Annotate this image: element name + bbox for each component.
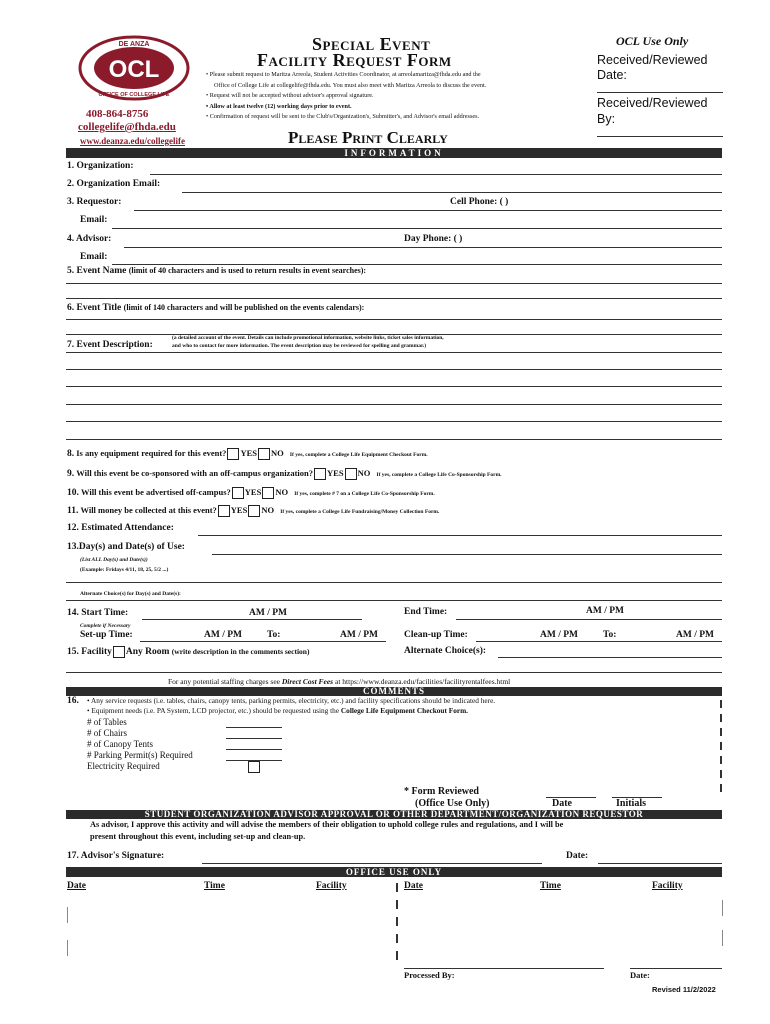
item-canopy: # of Canopy Tents [87, 739, 153, 749]
question-8-yes-label: YES [240, 448, 257, 458]
contact-email[interactable]: collegelife@fhda.edu [78, 121, 176, 133]
field-16-label: 16. [67, 696, 79, 706]
office-col-facility-1: Facility [316, 881, 347, 891]
setup-time-input[interactable] [140, 641, 386, 642]
setup-ampm-1: AM / PM [204, 630, 242, 640]
staffing-note [168, 677, 510, 686]
staffing-link[interactable]: Direct Cost Fees [281, 677, 334, 686]
question-9-no-checkbox[interactable] [345, 468, 357, 480]
processed-date-input[interactable] [630, 968, 722, 969]
section-comments: COMMENTS [66, 687, 722, 696]
question-10-num: 10. [67, 488, 79, 498]
field-event-name-title: 5. Event Name [67, 266, 127, 276]
chairs-input[interactable] [226, 738, 282, 739]
question-8-yes-checkbox[interactable] [227, 448, 239, 460]
ocl-date: Date: [597, 68, 627, 82]
question-9-no-label: NO [357, 468, 371, 478]
start-time-label: 14. Start Time: [67, 608, 129, 618]
question-9-num: 9. [67, 469, 75, 479]
field-event-description-note-1: (a detailed account of the event. Details can include promotional information, website links, ticket sales information, [172, 335, 444, 341]
office-col-time-1: Time [204, 881, 225, 891]
question-8-note: If yes, complete a College Life Equipment Checkout Form. [289, 452, 428, 458]
alt-choice-input[interactable] [498, 657, 722, 658]
canopy-input[interactable] [226, 749, 282, 750]
field-advisor-input[interactable] [124, 247, 722, 248]
question-10-text: Will this event be advertised off-campus? [81, 487, 231, 497]
cleanup-time-input[interactable] [476, 641, 722, 642]
setup-to: To: [267, 630, 281, 640]
field-dates-note-2: (Example: Fridays 4/11, 18, 25, 5/2 ...) [80, 567, 169, 573]
field-cell-phone-label: Cell Phone: ( ) [450, 197, 509, 207]
items-list [87, 717, 193, 772]
question-10-no-checkbox[interactable] [262, 487, 274, 499]
start-time-input[interactable] [142, 619, 362, 620]
office-col-facility-2: Facility [652, 881, 683, 891]
question-11-yes-checkbox[interactable] [218, 505, 230, 517]
field-org-email-label: 2. Organization Email: [67, 179, 161, 189]
question-8-no-checkbox[interactable] [258, 448, 270, 460]
question-8 [67, 448, 428, 460]
instruction-4: • Allow at least twelve (12) working days prior to event. [206, 102, 352, 110]
staffing-url: at https://www.deanza.edu/facilities/facilityrentalfees.html [333, 677, 511, 686]
office-col-date-1: Date [67, 881, 86, 891]
question-10-no-label: NO [275, 487, 289, 497]
field-attendance-label: 12. Estimated Attendance: [67, 523, 174, 533]
ocl-logo [78, 35, 190, 101]
field-org-email-input[interactable] [182, 192, 722, 193]
facility-label: 15. Facility [67, 647, 112, 658]
section-office: OFFICE USE ONLY [66, 867, 722, 877]
any-room-note: (write description in the comments section) [171, 647, 310, 657]
field-event-title-label [67, 303, 364, 313]
office-use-only-note: (Office Use Only) [415, 798, 490, 809]
question-10-yes-checkbox[interactable] [232, 487, 244, 499]
comments-note-2 [87, 706, 468, 715]
any-room-label: Any Room [125, 647, 170, 658]
advisor-signature-input[interactable] [202, 863, 542, 864]
ocl-by: By: [597, 112, 616, 126]
field-organization-input[interactable] [150, 174, 722, 175]
question-11-note: If yes, complete a College Life Fundraising/Money Collection Form. [280, 509, 440, 515]
electricity-checkbox[interactable] [248, 761, 260, 773]
processed-date-label: Date: [630, 970, 650, 980]
advisor-date-label: Date: [566, 851, 589, 861]
item-electricity: Electricity Required [87, 761, 160, 771]
question-11-yes-label: YES [230, 505, 248, 515]
comments-right-border [720, 700, 722, 792]
field-dates-label: 13.Day(s) and Date(s) of Use: [67, 542, 185, 552]
question-8-num: 8. [67, 449, 75, 459]
comments-note-2-bold: College Life Equipment Checkout Form. [340, 706, 468, 715]
question-10 [67, 487, 435, 499]
revised-date: Revised 11/2/2022 [652, 985, 716, 994]
complete-if-necessary: Complete if Necessary [80, 623, 131, 629]
start-time-ampm: AM / PM [249, 608, 287, 618]
reviewed-date-label: Date [552, 798, 572, 809]
field-advisor-email-input[interactable] [112, 264, 722, 265]
instruction-5: • Confirmation of request will be sent to the Club's/Organization's, Submitter's, and Advisor's email addresses. [206, 113, 480, 120]
field-event-title-note: (limit of 140 characters and will be published on the events calendars): [123, 303, 365, 312]
question-11-no-checkbox[interactable] [248, 505, 260, 517]
tables-input[interactable] [226, 727, 282, 728]
title-line1: Special Event [312, 34, 431, 54]
field-event-name-note: (limit of 40 characters and is used to return results in event searches): [128, 266, 367, 275]
end-time-input[interactable] [456, 619, 722, 620]
office-col-time-2: Time [540, 881, 561, 891]
ocl-received-1: Received/Reviewed [597, 53, 708, 67]
svg-text:OCL: OCL [108, 56, 160, 83]
title-line2: Facility Request Form [257, 50, 452, 70]
comments-note-1: • Any service requests (i.e. tables, chairs, canopy tents, parking permits, electricity, etc.) and facility specifications should be indicated here. [87, 696, 496, 705]
field-event-title-title: 6. Event Title [67, 303, 122, 313]
cleanup-to: To: [603, 630, 617, 640]
field-day-phone-label: Day Phone: ( ) [404, 234, 463, 244]
field-advisor-label: 4. Advisor: [67, 234, 112, 244]
field-dates-input[interactable] [212, 554, 722, 555]
item-tables: # of Tables [87, 717, 127, 727]
field-advisor-email-label: Email: [80, 252, 108, 262]
section-approval: STUDENT ORGANIZATION ADVISOR APPROVAL OR OTHER DEPARTMENT/ORGANIZATION REQUESTOR [66, 810, 722, 819]
field-event-name-label [67, 266, 366, 276]
facility-row [67, 646, 309, 658]
question-8-no-label: NO [270, 448, 284, 458]
setup-ampm-2: AM / PM [340, 630, 378, 640]
field-event-description-note-2: and who to contact for more information. The event description may be reviewed for spelling and grammar.) [172, 343, 427, 349]
advisor-text-1: As advisor, I approve this activity and will advise the members of their obligation to uphold college rules and regulations, and I will be [90, 820, 564, 829]
ocl-use-title: OCL Use Only [616, 34, 689, 48]
item-chairs: # of Chairs [87, 728, 127, 738]
alt-dates-label: Alternate Choice(s) for Day(s) and Date(s): [80, 591, 181, 597]
ocl-received-2: Received/Reviewed [597, 96, 708, 110]
field-dates-note-1: (List ALL Day(s) and Date(s)) [80, 557, 148, 563]
field-organization-label: 1. Organization: [67, 161, 134, 171]
comments-note-2-text: • Equipment needs (i.e. PA System, LCD projector, etc.) should be requested using the [87, 706, 341, 715]
alt-dates-input[interactable] [66, 600, 722, 601]
instruction-1: • Please submit request to Maritza Arreola, Student Activities Coordinator, at arreolamaritza@fhda.edu and the [206, 71, 481, 78]
instructions [206, 70, 596, 123]
field-attendance-input[interactable] [198, 535, 722, 536]
section-information: INFORMATION [66, 148, 722, 158]
instruction-2: Office of College Life at collegelife@fhda.edu. You must also meet with Maritza Arreola to discuss the event. [214, 81, 487, 89]
end-time-ampm: AM / PM [586, 606, 624, 616]
cleanup-ampm-2: AM / PM [676, 630, 714, 640]
question-8-text: Is any equipment required for this event? [76, 448, 227, 458]
instruction-3: • Request will not be accepted without advisor's approval signature. [206, 92, 374, 99]
field-requestor-label: 3. Requestor: [67, 197, 122, 207]
question-11-no-label: NO [261, 505, 275, 515]
cleanup-time-label: Clean-up Time: [404, 630, 468, 640]
print-clearly: Please Print Clearly [288, 128, 448, 147]
contact-phone: 408-864-8756 [86, 108, 149, 120]
end-time-label: End Time: [404, 607, 448, 617]
field-requestor-email-input[interactable] [112, 228, 722, 229]
advisor-signature-label: 17. Advisor's Signature: [67, 851, 165, 861]
reviewed-initials-label: Initials [616, 798, 647, 809]
question-11-num: 11. [67, 506, 79, 516]
any-room-checkbox[interactable] [113, 646, 125, 658]
question-9-yes-checkbox[interactable] [314, 468, 326, 480]
advisor-text-2: present throughout this event, including set-up and clean-up. [90, 832, 306, 841]
advisor-date-input[interactable] [598, 863, 722, 864]
question-9-text: Will this event be co-sponsored with an off-campus organization? [76, 468, 314, 478]
contact-website[interactable]: www.deanza.edu/collegelife [80, 136, 185, 146]
field-requestor-email-label: Email: [80, 215, 108, 225]
question-9-note: If yes, complete a College Life Co-Sponsorship Form. [376, 472, 502, 478]
office-col-date-2: Date [404, 881, 423, 891]
alt-choice-label: Alternate Choice(s): [404, 646, 487, 656]
field-event-description-label: 7. Event Description: [67, 340, 153, 350]
question-10-yes-label: YES [244, 487, 262, 497]
question-9 [67, 468, 502, 480]
staffing-pre: For any potential staffing charges see [168, 677, 282, 686]
item-parking: # Parking Permit(s) Required [87, 750, 193, 760]
question-11-text: Will money be collected at this event? [80, 505, 217, 515]
question-9-yes-label: YES [327, 468, 344, 478]
form-reviewed: * Form Reviewed [404, 786, 479, 797]
svg-text:OFFICE OF COLLEGE LIFE: OFFICE OF COLLEGE LIFE [98, 92, 170, 98]
question-11 [67, 505, 439, 517]
processed-by-input[interactable] [404, 968, 604, 969]
question-10-note: If yes, complete # 7 on a College Life Co-Sponsorship Form. [294, 491, 435, 497]
svg-text:DE ANZA: DE ANZA [118, 41, 150, 48]
cleanup-ampm-1: AM / PM [540, 630, 578, 640]
field-requestor-input[interactable] [134, 210, 722, 211]
processed-by-label: Processed By: [404, 970, 455, 980]
setup-time-label: Set-up Time: [80, 630, 133, 640]
